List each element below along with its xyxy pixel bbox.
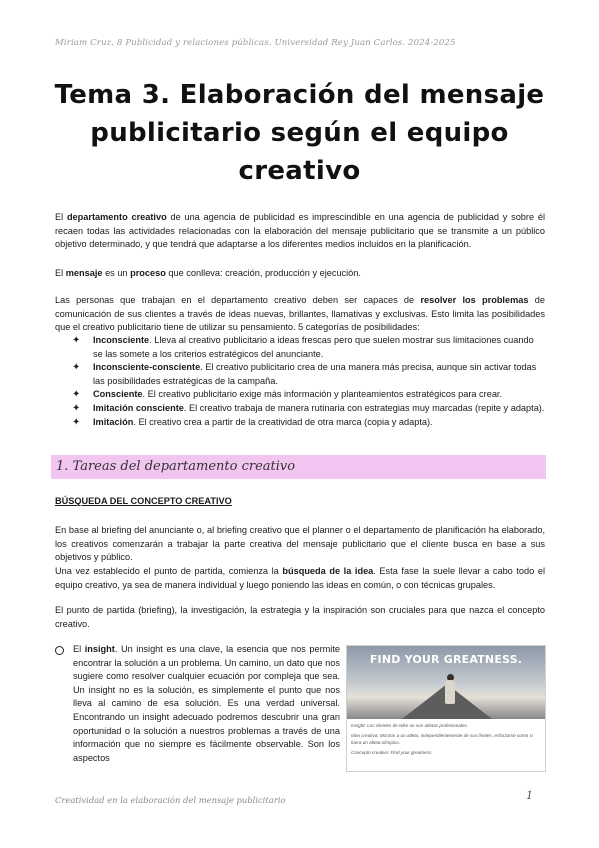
caption-concept: Concepto creativo: Find your greatness.	[351, 750, 433, 756]
insight-item	[55, 643, 340, 765]
category-term: Inconsciente-consciente	[93, 362, 201, 373]
text-run: . Un insight es una clave, la esencia que nos permite encontrar la solución a un problema. Un camino, un dato que nos sugiere como resolver cualquier ecuación por compleja que sea. Un insight no es la solución, es simplemente el punto que nos lleva al camino de esa solución. Es una verdad universal. Encontrando un insight adecuado podremos descubrir una gran oportunidad o la solución a nuestros problemas a través de una información que no siempre es fácilmente observable. Son los aspectos	[73, 644, 340, 763]
figure-caption	[347, 719, 545, 757]
text-run: de comunicación de sus clientes a través de ideas nuevas, brillantes, llamativas y exclusivas. Esto limita las posibilidades que el creativo publicitario tiene de utilizar su pensamiento. 5 categorías de posibilidades:	[55, 295, 545, 333]
list-item	[55, 334, 545, 361]
four-point-star-icon: ✦	[72, 402, 81, 414]
page-title	[40, 76, 559, 190]
title-line-3: creativo	[238, 156, 361, 186]
list-item	[55, 402, 545, 416]
bold-term-departamento: departamento creativo	[66, 212, 167, 222]
runner-photo	[347, 646, 545, 719]
runner-figure	[445, 680, 455, 704]
categories-list	[55, 334, 545, 429]
four-point-star-icon: ✦	[72, 389, 81, 401]
nike-ad-figure	[346, 645, 546, 772]
ring-bullet-icon	[55, 646, 64, 655]
category-term: Imitación consciente	[93, 402, 184, 413]
section-title: 1. Tareas del departamento creativo	[56, 459, 296, 474]
caption-idea: Idea creativa: Mostrar a un atleta, independientemente de sus límites, esforzarse como si fuera un atleta olímpico.	[351, 733, 533, 745]
caption-insight: Insight: Los clientes de Nike no son atletas profesionales.	[351, 723, 468, 728]
ad-headline: FIND YOUR GREATNESS.	[369, 653, 523, 666]
list-item	[55, 361, 545, 388]
bold-term-resolver: resolver los problemas	[420, 295, 529, 305]
text-run: Las personas que trabajan en el departamento creativo deben ser capaces de	[55, 295, 421, 305]
category-term: Imitación	[93, 416, 134, 427]
list-item	[55, 388, 545, 402]
body-paragraph-2	[55, 565, 545, 592]
title-line-2: publicitario según el equipo	[90, 118, 509, 148]
category-text: . El creativo crea a partir de la creatividad de otra marca (copia y adapta).	[133, 416, 433, 427]
four-point-star-icon: ✦	[72, 416, 81, 428]
text-run: de una agencia de publicidad es imprescindible en una agencia de publicidad y sobre él recaen todas las actividades relacionadas con la elaboración del mensaje publicitario que se transmite a un público objetivo determinado, y que tendrá que adaptarse a los diferentes medios incluidos en la planificación.	[55, 212, 545, 250]
intro-paragraph-2	[55, 267, 545, 281]
insight-text	[55, 643, 340, 765]
intro-paragraph-3	[55, 294, 545, 335]
four-point-star-icon: ✦	[72, 362, 81, 374]
text-run: es un	[102, 268, 131, 278]
text-run: El	[55, 212, 67, 222]
category-text: . El creativo publicitario exige más información y planteamientos estratégicos para crear.	[142, 389, 503, 400]
bold-term-busqueda: búsqueda de la idea	[282, 566, 374, 576]
body-paragraph-1: En base al briefing del anunciante o, al briefing creativo que el planner o el departamento de planificación ha elaborado, los creativos comenzarán a trabajar la parte creativa del mensaje publicitario que el cliente busca en base a sus objetivos y público.	[55, 525, 545, 563]
category-text: . El creativo publicitario crea de una manera más precisa, aunque sin activar todas las posibilidades estratégicas de la campaña.	[93, 362, 537, 386]
page-number: 1	[526, 789, 533, 802]
text-run: . Esta fase la suele llevar a cabo todo el equipo creativo, ya sea de manera individual y luego poniendo las ideas en común, o con técnicas grupales.	[55, 566, 545, 590]
four-point-star-icon: ✦	[72, 335, 81, 346]
title-line-1: Tema 3. Elaboración del mensaje	[54, 80, 545, 110]
body-paragraph-3: El punto de partida (briefing), la investigación, la estrategia y la inspiración son cruciales para que nazca el concepto creativo.	[55, 605, 545, 629]
text-run: El	[55, 268, 66, 278]
intro-paragraph-1	[55, 211, 545, 252]
category-term: Inconsciente	[93, 335, 150, 345]
text-run: El	[73, 644, 85, 654]
category-term: Consciente	[93, 389, 143, 400]
header-note: Miriam Cruz. 8 Publicidad y relaciones públicas. Universidad Rey Juan Carlos. 2024-2025	[55, 38, 456, 48]
bold-term-proceso: proceso	[130, 268, 166, 278]
bold-term-insight: insight	[84, 644, 115, 654]
text-run: que conlleva: creación, producción y ejecución.	[165, 268, 361, 278]
list-item	[55, 416, 545, 430]
subheading: BÚSQUEDA DEL CONCEPTO CREATIVO	[55, 496, 232, 506]
bold-term-mensaje: mensaje	[65, 268, 103, 278]
footer-note: Creatividad en la elaboración del mensaje publicitario	[55, 795, 286, 805]
category-text: . El creativo trabaja de manera rutinaria con estrategias muy marcadas (repite y adapta).	[183, 402, 545, 413]
text-run: Una vez establecido el punto de partida, comienza la	[55, 566, 283, 576]
category-text: . Lleva al creativo publicitario a ideas frescas pero que suelen mostrar sus limitaciones cuando se las somete a los criterios estratégicos del anunciante.	[93, 335, 534, 359]
